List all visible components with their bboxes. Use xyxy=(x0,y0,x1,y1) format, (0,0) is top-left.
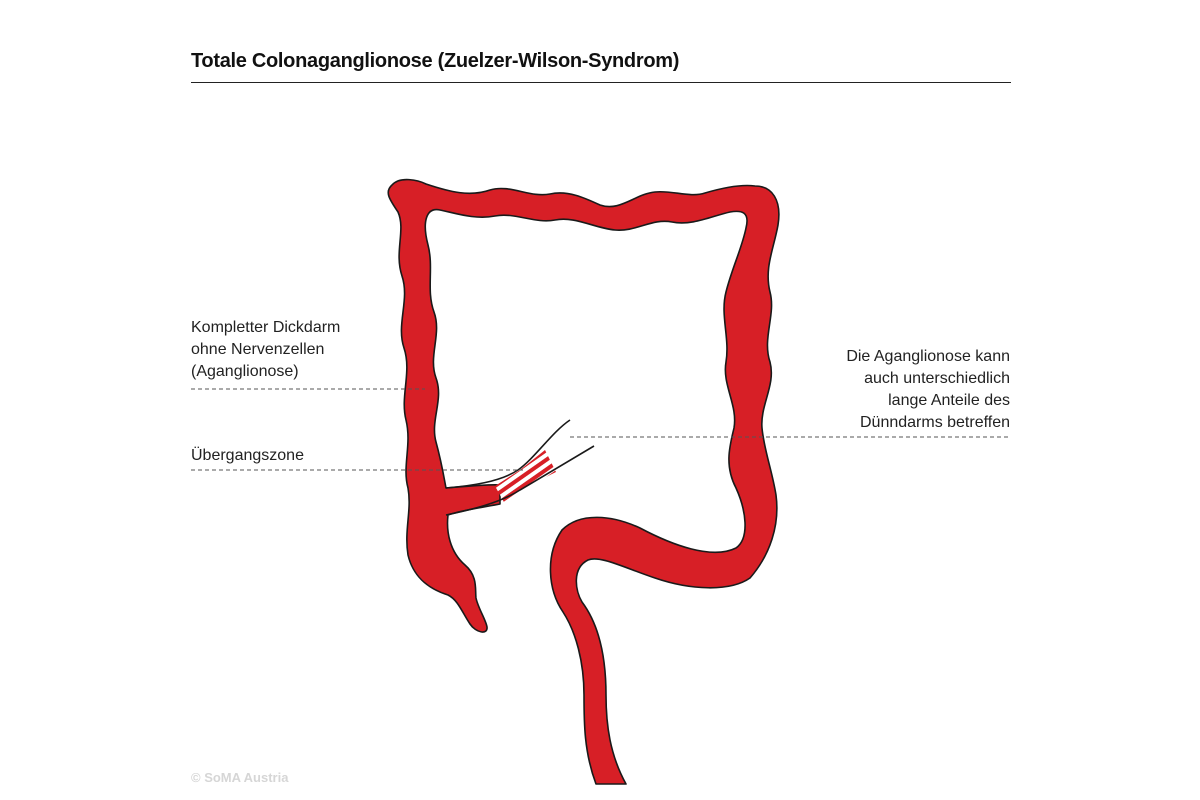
colon-label-line-3: (Aganglionose) xyxy=(191,363,299,380)
transition-zone-label-line-1: Übergangszone xyxy=(191,447,304,464)
small-intestine-label-line-1: Die Aganglionose kann xyxy=(846,348,1010,365)
small-intestine-label xyxy=(846,346,1010,434)
small-intestine-label-line-4: Dünndarms betreffen xyxy=(859,414,1010,431)
colon-shape xyxy=(388,180,779,784)
copyright-notice: © SoMA Austria xyxy=(191,770,289,785)
colon-label-line-1: Kompletter Dickdarm xyxy=(191,319,341,336)
small-intestine-label-line-3: lange Anteile des xyxy=(888,392,1010,409)
colon-label-line-2: ohne Nervenzellen xyxy=(191,341,325,358)
transition-zone-label xyxy=(191,445,304,467)
colon-label xyxy=(191,317,340,383)
small-intestine-label-line-2: auch unterschiedlich xyxy=(864,370,1010,387)
page-title: Totale Colonaganglionose (Zuelzer-Wilson-Syndrom) xyxy=(191,50,680,72)
